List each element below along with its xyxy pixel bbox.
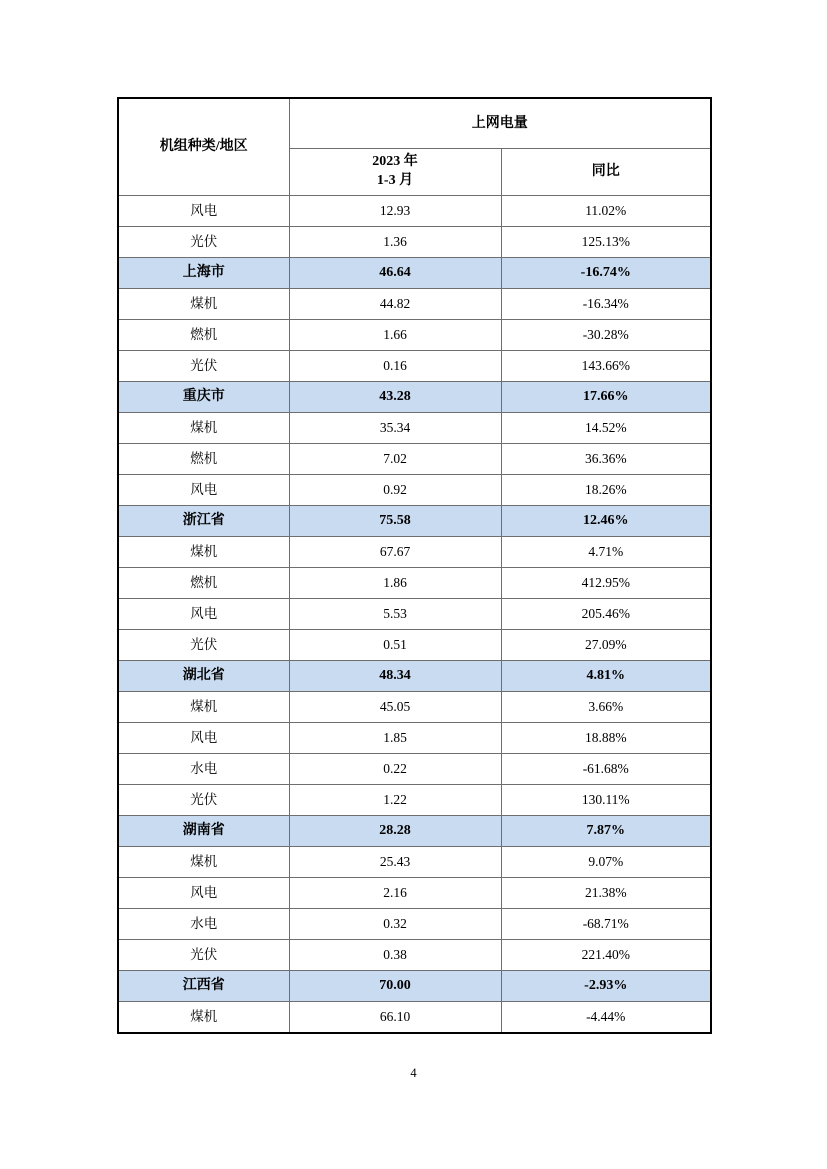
header-ongrid-electricity: 上网电量 xyxy=(289,98,711,149)
row-value: 0.32 xyxy=(289,909,501,940)
row-value: 12.93 xyxy=(289,196,501,227)
row-value: 7.02 xyxy=(289,444,501,475)
table-row xyxy=(118,692,711,723)
row-label: 煤机 xyxy=(118,692,289,723)
table-row xyxy=(118,382,711,413)
row-label: 水电 xyxy=(118,754,289,785)
row-value: 1.86 xyxy=(289,568,501,599)
table-row xyxy=(118,351,711,382)
table-row xyxy=(118,289,711,320)
row-yoy: -4.44% xyxy=(501,1002,711,1034)
row-label: 重庆市 xyxy=(118,382,289,413)
row-yoy: 4.81% xyxy=(501,661,711,692)
row-yoy: 143.66% xyxy=(501,351,711,382)
table-row xyxy=(118,661,711,692)
row-label: 煤机 xyxy=(118,413,289,444)
row-yoy: 21.38% xyxy=(501,878,711,909)
row-yoy: 130.11% xyxy=(501,785,711,816)
row-label: 风电 xyxy=(118,196,289,227)
table-row xyxy=(118,227,711,258)
row-value: 0.16 xyxy=(289,351,501,382)
row-label: 光伏 xyxy=(118,785,289,816)
row-label: 江西省 xyxy=(118,971,289,1002)
row-label: 湖北省 xyxy=(118,661,289,692)
table-row xyxy=(118,971,711,1002)
row-label: 浙江省 xyxy=(118,506,289,537)
table-row xyxy=(118,723,711,754)
row-label: 燃机 xyxy=(118,320,289,351)
row-yoy: -61.68% xyxy=(501,754,711,785)
row-yoy: -68.71% xyxy=(501,909,711,940)
row-value: 75.58 xyxy=(289,506,501,537)
row-value: 0.38 xyxy=(289,940,501,971)
row-value: 25.43 xyxy=(289,847,501,878)
row-yoy: 205.46% xyxy=(501,599,711,630)
row-yoy: 11.02% xyxy=(501,196,711,227)
row-value: 2.16 xyxy=(289,878,501,909)
table-row xyxy=(118,1002,711,1034)
table-row xyxy=(118,878,711,909)
row-label: 光伏 xyxy=(118,227,289,258)
table-row xyxy=(118,506,711,537)
row-label: 光伏 xyxy=(118,351,289,382)
header-period-year: 2023 年 xyxy=(372,154,418,170)
table-row xyxy=(118,630,711,661)
row-value: 45.05 xyxy=(289,692,501,723)
table-row xyxy=(118,568,711,599)
row-yoy: 9.07% xyxy=(501,847,711,878)
row-yoy: 12.46% xyxy=(501,506,711,537)
row-yoy: 27.09% xyxy=(501,630,711,661)
table-row xyxy=(118,444,711,475)
row-label: 燃机 xyxy=(118,568,289,599)
table-row xyxy=(118,320,711,351)
row-value: 66.10 xyxy=(289,1002,501,1034)
header-unit-type-region: 机组种类/地区 xyxy=(118,98,289,196)
table-row xyxy=(118,940,711,971)
table-row xyxy=(118,816,711,847)
row-yoy: 14.52% xyxy=(501,413,711,444)
row-value: 70.00 xyxy=(289,971,501,1002)
row-value: 35.34 xyxy=(289,413,501,444)
row-value: 0.92 xyxy=(289,475,501,506)
row-yoy: 18.88% xyxy=(501,723,711,754)
row-yoy: 3.66% xyxy=(501,692,711,723)
row-label: 煤机 xyxy=(118,537,289,568)
row-label: 水电 xyxy=(118,909,289,940)
header-period-2023-q1 xyxy=(289,149,501,196)
row-yoy: 125.13% xyxy=(501,227,711,258)
row-yoy: -16.34% xyxy=(501,289,711,320)
ongrid-electricity-table xyxy=(117,97,712,1034)
row-label: 光伏 xyxy=(118,630,289,661)
row-value: 44.82 xyxy=(289,289,501,320)
row-label: 煤机 xyxy=(118,289,289,320)
row-yoy: 36.36% xyxy=(501,444,711,475)
row-yoy: -30.28% xyxy=(501,320,711,351)
row-value: 1.66 xyxy=(289,320,501,351)
row-value: 1.36 xyxy=(289,227,501,258)
row-label: 上海市 xyxy=(118,258,289,289)
row-yoy: 7.87% xyxy=(501,816,711,847)
row-yoy: -2.93% xyxy=(501,971,711,1002)
row-yoy: 4.71% xyxy=(501,537,711,568)
row-value: 43.28 xyxy=(289,382,501,413)
row-label: 燃机 xyxy=(118,444,289,475)
table-body xyxy=(118,196,711,1034)
row-label: 煤机 xyxy=(118,847,289,878)
table-row xyxy=(118,754,711,785)
row-yoy: 18.26% xyxy=(501,475,711,506)
table-row xyxy=(118,537,711,568)
row-value: 1.85 xyxy=(289,723,501,754)
row-value: 46.64 xyxy=(289,258,501,289)
table-row xyxy=(118,599,711,630)
row-yoy: 17.66% xyxy=(501,382,711,413)
table-row xyxy=(118,909,711,940)
table-row xyxy=(118,847,711,878)
table-row xyxy=(118,196,711,227)
row-yoy: 221.40% xyxy=(501,940,711,971)
row-yoy: -16.74% xyxy=(501,258,711,289)
row-value: 5.53 xyxy=(289,599,501,630)
row-label: 风电 xyxy=(118,723,289,754)
row-label: 风电 xyxy=(118,599,289,630)
table-row xyxy=(118,413,711,444)
row-yoy: 412.95% xyxy=(501,568,711,599)
header-period-months: 1-3 月 xyxy=(376,173,414,188)
row-value: 0.22 xyxy=(289,754,501,785)
row-value: 48.34 xyxy=(289,661,501,692)
header-yoy: 同比 xyxy=(501,149,711,196)
table-row xyxy=(118,475,711,506)
table-row xyxy=(118,258,711,289)
table-row xyxy=(118,785,711,816)
row-label: 风电 xyxy=(118,878,289,909)
row-label: 煤机 xyxy=(118,1002,289,1034)
row-value: 1.22 xyxy=(289,785,501,816)
row-label: 光伏 xyxy=(118,940,289,971)
row-value: 0.51 xyxy=(289,630,501,661)
row-label: 湖南省 xyxy=(118,816,289,847)
row-label: 风电 xyxy=(118,475,289,506)
row-value: 67.67 xyxy=(289,537,501,568)
page-number: 4 xyxy=(410,1066,417,1080)
row-value: 28.28 xyxy=(289,816,501,847)
